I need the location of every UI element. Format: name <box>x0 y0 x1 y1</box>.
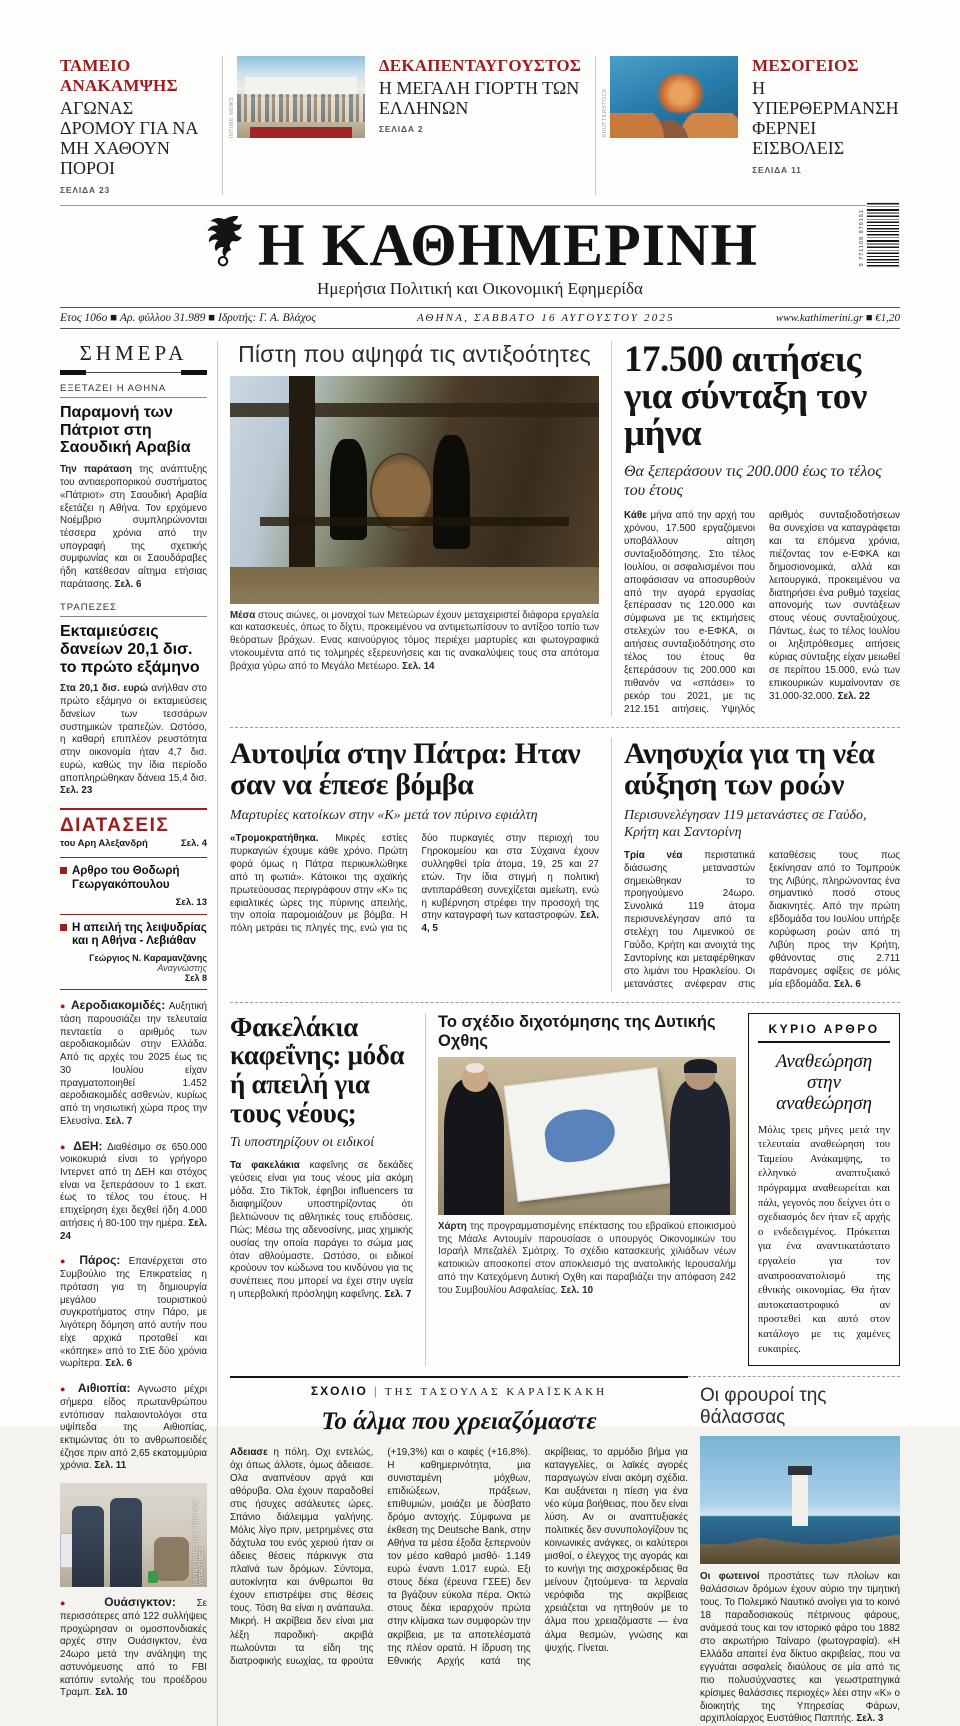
newspaper-subtitle: Ημερήσια Πολιτική και Οικονομική Εφημερίδα <box>317 278 643 298</box>
middle-row <box>230 738 900 992</box>
bullet-icon: ● <box>60 1598 84 1609</box>
story-title: Εκταμιεύσεις δανείων 20,1 δισ. το πρώτο εξάμηνο <box>60 622 200 676</box>
officer-shape <box>110 1498 142 1587</box>
festival-carpet-shape <box>250 127 352 138</box>
brief-ethiopia: ● Αιθιοπία: Αγνωστο μέχρι σήμερα είδος πρωτανθρώπου εντόπισαν παλαιοντολόγοι στα υψίπεδα της Αιθιοπίας, εκτιμώντας ότι το ανθρωποειδές έζησε πριν από 2,65 εκατομμύρια χρόνια. Σελ. 11 <box>60 1381 208 1472</box>
monk-figure-shape <box>433 435 470 549</box>
festival-buildings-shape <box>245 77 358 95</box>
simera-sidebar <box>60 341 218 1726</box>
bullet-icon: ● <box>60 1384 71 1395</box>
bullet-icon: ● <box>60 1141 68 1152</box>
promo-title: ΑΓΩΝΑΣ ΔΡΟΜΟΥ ΓΙΑ ΝΑ ΜΗ ΧΑΘΟΥΝ ΠΟΡΟΙ <box>60 98 198 179</box>
westbank-caption: Χάρτη της προγραμματισμένης επέκτασης του εβραϊκού εποικισμού της Μάαλε Αντουμίν παρουσίασε ο υπουργός Οικονομικών του Ισραήλ Μπεζαλέλ Σμότριχ. Το σχέδιο κατασκευής χιλιάδων νέων κατοικιών αποσκοπεί στον αποκλεισμό της ανατολικής Ιερουσαλήμ από την Κατεχόμενη Δυτική Οχθη και παραβιάζει την απόφαση 242 του Συμβουλίου Ασφαλείας. Σελ. 10 <box>438 1220 736 1296</box>
cartoon-feature <box>60 808 207 849</box>
meteora-caption: Μέσα στους αιώνες, οι μοναχοί των Μετεώρων έχουν μεταχειριστεί διάφορα εργαλεία και κατασκευές, όπως το δίχτυ, προκειμένου να αντιμετωπίσουν το αντίξοο τοπίο των θεόρατων βράχων. Ενας καινούργιος τόμος περιέχει μαρτυρίες και φωτογραφικά ντοκουμέντα από τις τολμηρές εξερευνήσεις και τις ανακαλύψεις τους στα απότομα βράχια γύρω από το Μεγάλο Μετέωρο. Σελ. 14 <box>230 609 599 672</box>
story-body: Την παράταση της ανάπτυξης του αντιαεροπορικού συστήματος «Πάτριοτ» στη Σαουδική Αραβία εξετάζει η Αθήνα. Τον ερχόμενο Νοέμβριο συμπληρώνονται τέσσερα χρόνια από την υπογραφή της σχετικής συμφωνίας και οι Σαουδάραβες ήδη κατέθεσαν αίτημα ετήσιας παράτασης. Σελ. 6 <box>60 464 207 590</box>
patras-headline: Αυτοψία στην Πάτρα: Ηταν σαν να έπεσε βόμβα <box>230 736 581 801</box>
cartoon-page-ref: Σελ. 4 <box>180 838 207 850</box>
lighthouse-cap-shape <box>788 1466 812 1475</box>
editorial-title: Αναθεώρηση στην αναθεώρηση <box>775 1050 873 1114</box>
promo-recovery-fund <box>60 56 208 195</box>
lighthouse-tower-shape <box>792 1472 808 1526</box>
wooden-beam-shape <box>230 403 599 417</box>
photo-credit: INTIME NEWS <box>228 96 235 138</box>
bullet-icon: ● <box>60 1256 72 1267</box>
story-body: Στα 20,1 δισ. ευρώ ανήλθαν στο πρώτο εξάμηνο οι εκταμιεύσεις δανείων των τεσσάρων συστημικών τραπεζών. Ωστόσο, η καθαρή επιπλέον ρευστότητα στην οικονομία ήταν 4,7 δισ. ευρώ, καθώς την ίδια περίοδο αποπληρώθηκαν δάνεια 15,4 δισ. Σελ. 23 <box>60 683 207 797</box>
patras-story <box>230 738 612 992</box>
patras-body: «Τρομοκρατήθηκα. Μικρές εστίες πυρκαγιών έχουμε κάθε χρόνο. Πρώτη φορά όμως η Πάτρα περικυκλώθηκε από τη φωτιά». Κάτοικοι της αχαϊκής πρωτεύουσας περιγράφουν στην «Κ» τις εφιαλτικές ώρες της πύρινης απειλής, την οποία παρομοιάζουν με βόμβα. Η πόλη μετράει τις πληγές της, ενώ για τις δύο πυρκαγιές στην περιοχή του Γηροκομείου και στα Σύχαινα έχουν συλληφθεί τρία άτομα, 19, 25 και 27 ετών. Την ίδια στιγμή η πολιτική αντιπαράθεση συνεχίζεται αμείωτη, ενώ η κυβέρνηση στρέφει την προσοχή της στην καταγραφή των καταστροφών. Σελ. 4, 5 <box>230 832 599 935</box>
scholio-label: ΣΧΟΛΙΟ <box>310 1384 368 1399</box>
date-text: ΑΘΗΝΑ, ΣΑΒΒΑΤΟ 16 ΑΥΓΟΥΣΤΟΥ 2025 <box>416 311 675 324</box>
photo-credit: KENNY HOLSTON / THE NEW YORK TIMES <box>193 1499 205 1586</box>
festival-photo <box>228 56 365 138</box>
brief-airlifts: ● Αεροδιακομιδές: Αυξητική τάση παρουσιάζει την τελευταία πενταετία ο αριθμός των αεροδιακομιδών στην Ελλάδα. Από τις αρχές του 2025 έως τις 30 Ιουλίου είχαν πραγματοποιηθεί 1.452 αεροδιακομιδές ασθενών, κυρίως από τη νησιωτική χώρα προς την Ελευσίνα. Σελ. 7 <box>60 998 207 1127</box>
masthead <box>60 206 900 299</box>
green-bag-shape <box>148 1571 158 1583</box>
scholio-column <box>230 1376 688 1726</box>
map-document-shape <box>503 1067 671 1202</box>
lionfish-photo <box>602 56 738 138</box>
pension-headline: 17.500 αιτήσεις για σύνταξη τον μήνα <box>624 338 867 454</box>
flows-body: Τρία νέα περιστατικά διάσωσης μεταναστών σημειώθηκαν το προηγούμενο 24ωρο. Συνολικά 119 άτομα περισυνελέγησαν από τα στελέχη του Λιμενικού σε Γαύδο, Κρήτη και ανοιχτά της Σαντορίνης και μεταφέρθηκαν στο λιμάνι του Ηρακλείου. Οι μετανάστες ανέφεραν στις καταθέσεις τους πως ξεκίνησαν από το Τομπρούκ της Λιβύης, πληρώνοντας ένα σημαντικό ποσό στους διακινητές. Από την πρώτη εβδομάδα του Ιουλίου υπήρξε κορύφωση ροών από τη Λιβύη προς την Κρήτη, φθάνοντας στις 2.711 παράνομες αφίξεις σε μόλις μία εβδομάδα. Σελ. 6 <box>624 849 900 990</box>
sidebar-story-patriot <box>60 383 207 592</box>
editorial-body: Μόλις τρεις μήνες μετά την τελευταία αναθεώρηση του Ταμείου Ανάκαμψης, το ελληνικό αναπτυξιακό πρόγραμμα αναθεωρείται και πάλι, γεγονός που δείχνει ότι ο σχεδιασμός δεν ήταν εξ αρχής ο ενδεδειγμένος. Πρόκειται για ένα αναντικατάστατο εργαλείο για τον αναπροσανατολισμό της εθνικής οικονομίας. Θα ήταν αυτοκαταστροφικό αν προστεθεί και αυτό στον κατάλογο με τις χαμένες ευκαιρίες. <box>758 1124 890 1355</box>
sidebar-briefs <box>60 989 207 1700</box>
scholio-body: Αδειασε η πόλη. Οχι εντελώς, όχι όπως άλλοτε, όμως άδειασε. Ολα αναπνέουν αργά και αθόρυβα. Ολα έχουν παραδοθεί στις ήσυχες ασάλευτες ώρες. Σπάνιο διάλειμμα γαλήνης. Μόλις λίγο πριν, μετρημένες στα δάχτυλα του ενός χεριού ήταν οι άδειες θέσεις πάρκινγκ στα πλαϊνά των δρόμων. Σύντομα, αυτοκίνητα και άνθρωποι θα έχουν επιστρέψει στις θέσεις τους. Τόση θα είναι η ανάπαυλα. Μικρή. Η ακρίβεια δεν είναι μια λέξη παροδική· ακριβά πωλούνται τα είδη της διατροφικής ευωχίας, τα φρούτα (+19,3%) και ο καφές (+16,8%). Η καθημερινότητα, μια συνισταμένη μόχθων, επιδιώξεων, πράξεων, επιθυμιών, μοιάζει με δύσβατο δρόμο αντοχής. Σύμφωνα με έκθεση της Deutsche Bank, στην Αθήνα τα μέσα έξοδα ξεπερνούν τον μέσο καθαρό μισθό· 1.149 ευρώ έναντι 1.017 ευρώ. Εξι στους δέκα (έρευνα ΓΣΕΕ) δεν τα βγάζουν εύκολα πέρα. Οκτώ στους δέκα ιεραρχούν πρώτα στην κλίμακα των συμφορών την ακρίβεια, με τα αποτελέσματά της πλέον ορατά. Η ίδρυση της Εθνικής Αρχής κατά της ακρίβειας, το αρμόδιο βήμα για καταγγελίες, οι λαϊκές αγορές παραγωγών είναι ακόμη σχέδια. Και αυξάνεται η πίεση για ένα νέο κύμα βοήθειας, που δεν είναι λύση. Αν οι αναπτυξιακές πολιτικές δεν συνυπολογίζουν τις κοινωνικές ανάγκες, οι καλύτεροι μισθοί, ο έλεγχος της αγοράς και το κυνήγι της αισχροκέρδειας θα μείνουν ζητούμενα· τα λερναία νερόφιδα της ακρίβειας χρειάζεται να ηττηθούν με το άλμα που χρειαζόμαστε — ένα άλμα θεσμών, γνώσης και ψυχής. Γίνεται. <box>230 1447 688 1667</box>
photo-credit: SHUTTERSTOCK <box>602 88 609 138</box>
bullet-icon: ● <box>60 1001 67 1012</box>
pension-deck: Θα ξεπεράσουν τις 200.000 έως το τέλος του έτους <box>624 462 882 499</box>
issn-barcode <box>859 202 900 268</box>
barcode-digits: 9 771108 979151 <box>859 209 865 267</box>
opinion-item <box>60 914 207 990</box>
kippah-shape <box>466 1063 484 1072</box>
scholio-banner <box>230 1384 688 1398</box>
caffeine-story <box>230 1013 426 1366</box>
brief-paros: ● Πάρος: Επανέρχεται στο Συμβούλιο της Επικρατείας η πρόταση για τη δημιουργία μεγάλου τουριστικού συγκροτήματος στην Πάρο, με λιγότερη δόμηση από αυτήν που είχε αρχικά προταθεί και «κόπηκε» από το ΣτΕ δύο χρόνια νωρίτερα. Σελ. 6 <box>60 1253 207 1370</box>
caffeine-body: Τα φακελάκια καφεΐνης σε δεκάδες γεύσεις είναι για τους νέους μία ακόμη μόδα. Στο TikTok, έφηβοι influencers τα διαφημίζουν υποστηρίζοντας ότι βελτιώνουν τις αθλητικές τους επιδόσεις. Πώς; Μέσω της αδενοσίνης, μιας χημικής ουσίας την οποία παράγει το σώμα μας όταν αθλούμαστε. Ωστόσο, οι ειδικοί κρούουν τον κώδωνα του κινδύνου για τις συνέπειες που μπορεί να έχει στην υγεία η υπερβολική πρόσληψη καφεΐνης. Σελ. 7 <box>230 1160 413 1301</box>
sidebar-header: ΣΗΜΕΡΑ <box>60 341 207 373</box>
scholio-author: ΤΗΣ ΤΑΣΟΥΛΑΣ ΚΑΡΑΪΣΚΑΚΗ <box>384 1386 608 1399</box>
brief-washington: ● Ουάσιγκτον: Σε περισσότερες από 122 συλλήψεις προχώρησαν οι ομοσπονδιακές αρχές στην Ουάσιγκτον, ένα 24ωρο μετά την ανάληψη της αστυνόμευσης από το FBI κατόπιν εντολής του προέδρου Τραμπ. Σελ. 10 <box>60 1595 207 1699</box>
promo-title: Η ΥΠΕΡΘΕΡΜΑΝΣΗ ΦΕΡΝΕΙ ΕΙΣΒΟΛΕΙΣ <box>752 78 899 159</box>
washington-police-photo <box>60 1483 207 1587</box>
kyrio-arthro <box>748 1013 900 1366</box>
story-title: Παραμονή των Πάτριοτ στη Σαουδική Αραβία <box>60 403 191 457</box>
patras-deck: Μαρτυρίες κατοίκων στην «Κ» μετά τον πύρινο εφιάλτη <box>230 808 538 824</box>
content-grid <box>60 338 900 1726</box>
migration-flows-story <box>612 738 900 992</box>
caffeine-headline: Φακελάκια καφεΐνης: μόδα ή απειλή για τους νέους; <box>230 1011 405 1128</box>
vertical-divider <box>595 56 596 195</box>
story-kicker: ΤΡΑΠΕΖΕΣ <box>60 602 207 617</box>
main-area <box>218 338 900 1726</box>
seated-person-shape <box>154 1537 189 1581</box>
opinion-item <box>60 857 207 914</box>
promo-kicker: ΜΕΣΟΓΕΙΟΣ <box>752 56 859 75</box>
promo-title: Η ΜΕΓΑΛΗ ΓΙΟΡΤΗ ΤΩΝ ΕΛΛΗΝΩΝ <box>378 78 580 119</box>
caffeine-deck: Τι υποστηρίζουν οι ειδικοί <box>230 1135 375 1151</box>
pension-body: Κάθε μήνα από την αρχή του χρόνου, 17.500 εργαζόμενοι υποβάλλουν αίτηση συνταξιοδότησης. Στο τέλος Ιουλίου, οι ασφαλισμένοι που αποφάσισαν να αποσυρθούν από την αγορά εργασίας ξεπέρασαν τις 120.000 και σύμφωνα με τις εκτιμήσεις στελεχών του e-ΕΦΚΑ, οι αιτήσεις συνταξιοδότησης στο τέλος του έτους θα ξεπεράσουν τις 200.000 και πιθανόν να «σπάσει» το ρεκόρ του 2021, με τις 212.151 αιτήσεις. Υψηλός αριθμός συνταξιοδοτήσεων θα συνεχίσει να καταγράφεται και τα επόμενα χρόνια, πιέζοντας τον e-ΕΦΚΑ και δημοσιονομικά, αλλά και λειτουργικά, προκειμένου να διατηρήσει ένα ρυθμό ταχείας απονομής των συντάξεων στους νέους συνταξιούχους. Πάντως, έως το τέλος Ιουλίου οι ληξιπρόθεσμες αιτήσεις κύριας σύνταξης είχαν μειωθεί σε περίπου 15.000, ενώ των επικουρικών κυμαίνονταν σε 31.000-32.000. Σελ. 22 <box>624 510 900 715</box>
vertical-divider <box>222 56 223 195</box>
flows-deck: Περισυνελέγησαν 119 μετανάστες σε Γαύδο, Κρήτη και Σαντορίνη <box>624 808 867 840</box>
figure-right-shape <box>670 1079 730 1215</box>
meteora-headline: Πίστη που αψηφά τις αντιξοότητες <box>238 340 591 367</box>
opinion-author-role: Αναγνώστης <box>157 963 207 974</box>
newspaper-title: Η ΚΑΘΗΜΕΡΙΝΗ <box>257 211 759 278</box>
sidebar-story-banks <box>60 602 207 798</box>
wooden-floor-shape <box>230 567 599 603</box>
top-row <box>230 338 900 717</box>
opinion-author-block <box>60 953 207 983</box>
promo-kicker: ΤΑΜΕΙΟ ΑΝΑΚΑΜΨΗΣ <box>60 56 178 95</box>
figure-left-shape <box>444 1079 504 1215</box>
meteora-monks-photo <box>230 376 599 604</box>
top-promo-strip <box>60 56 900 195</box>
dashed-divider <box>230 1002 900 1003</box>
banner-separator: | <box>373 1384 379 1399</box>
headwrap-shape <box>684 1059 717 1073</box>
dashed-divider <box>230 727 900 728</box>
lighthouse-headline: Οι φρουροί της θάλασσας <box>700 1385 827 1429</box>
opinion-author: Γεώργιος Ν. Καραμανζάνης <box>89 953 207 964</box>
brief-dei: ● ΔΕΗ: Διαθέσιμο σε 650.000 νοικοκυριά είναι το γρήγορο Ιντερνετ από τη ΔΕΗ και στόχος είναι να ξεπεράσουν το 1 εκατ. έως το τέλος του έτους. Η επιχείρηση έχει δεχθεί ήδη 4.000 αιτήσεις ή 80-100 την ημέρα. Σελ. 24 <box>60 1138 207 1242</box>
westbank-map-photo <box>438 1057 736 1215</box>
cartoon-title: ΔΙΑΤΑΣΕΙΣ <box>60 815 170 837</box>
issue-info: Ετος 106ο ■ Αρ. φύλλου 31.989 ■ Ιδρυτής: Γ. Α. Βλάχος <box>60 311 316 324</box>
lighthouse-photo <box>700 1436 900 1564</box>
site-and-price: www.kathimerini.gr ■ €1,20 <box>775 311 900 324</box>
opinion-page-ref: Σελ. 13 <box>175 896 207 908</box>
dateline <box>60 307 900 329</box>
promo-kicker: ΔΕΚΑΠΕΝΤΑΥΓΟΥΣΤΟΣ <box>378 56 582 75</box>
promo-august15 <box>379 56 581 134</box>
promo-page-ref: ΣΕΛΙΔΑ 23 <box>60 184 111 195</box>
lighthouse-story <box>688 1376 900 1726</box>
rocky-cape-shape <box>700 1531 900 1564</box>
cartoon-byline: του Αρη Αλεξανδρή <box>60 838 148 850</box>
pension-story <box>612 338 900 717</box>
kathimerini-eagle-icon <box>202 216 244 275</box>
festival-crowd-shape <box>237 94 365 122</box>
flows-headline: Ανησυχία για τη νέα αύξηση των ροών <box>624 736 875 801</box>
brand <box>60 211 900 278</box>
lighthouse-body: Οι φωτεινοί προστάτες των πλοίων και θαλάσσιων δρόμων έχουν αύριο την τιμητική τους. Το Πολεμικό Ναυτικό ανοίγει για το κοινό 18 παραδοσιακούς πέτρινους φάρους, ανάμεσά τους και τον ιστορικό φάρο του 1882 στο ακρωτήριο Ταίναρο (φωτογραφία). «Η Ελλάδα απαιτεί ένα δίκτυο ακριβείας, που να εγγυάται ασφαλείς διαύλους σε μία από τις πιο πολυσύχναστες και γεωστρατηγικά κρίσιμες θαλάσσιες περιοχές» λέει στην «Κ» ο διοικητής της Υπηρεσίας Φάρων, αρχιπλοίαρχος Ευστάθιος Παππής. Σελ. 3 <box>700 1571 900 1725</box>
railing-shape <box>260 517 570 526</box>
lower-row <box>230 1013 900 1366</box>
promo-page-ref: ΣΕΛΙΔΑ 2 <box>378 124 424 135</box>
westbank-story <box>426 1013 748 1366</box>
scholio-headline: Το άλμα που χρειαζόμαστε <box>321 1408 597 1436</box>
opinion-title: Η απειλή της λειψυδρίας και η Αθήνα - Λεβιάθαν <box>60 922 207 950</box>
lionfish-shape <box>654 74 708 113</box>
officer-shape <box>72 1506 104 1587</box>
editorial-box <box>748 1013 900 1366</box>
meteora-story <box>230 341 612 717</box>
coral-shape <box>610 113 738 138</box>
promo-page-ref: ΣΕΛΙΔΑ 11 <box>752 164 802 175</box>
promo-mediterranean <box>752 56 900 175</box>
opinion-title: Αρθρο του Θοδωρή Γεωργακόπουλου <box>60 865 207 893</box>
opinion-page-ref: Σελ 8 <box>184 973 207 984</box>
editorial-label: ΚΥΡΙΟ ΑΡΘΡΟ <box>758 1022 890 1043</box>
bottom-row <box>230 1366 900 1726</box>
cartoon-byline-row <box>60 838 207 849</box>
westbank-headline: Το σχέδιο διχοτόμησης της Δυτικής Οχθης <box>438 1012 716 1050</box>
story-kicker: ΕΞΕΤΑΖΕΙ Η ΑΘΗΝΑ <box>60 383 207 398</box>
